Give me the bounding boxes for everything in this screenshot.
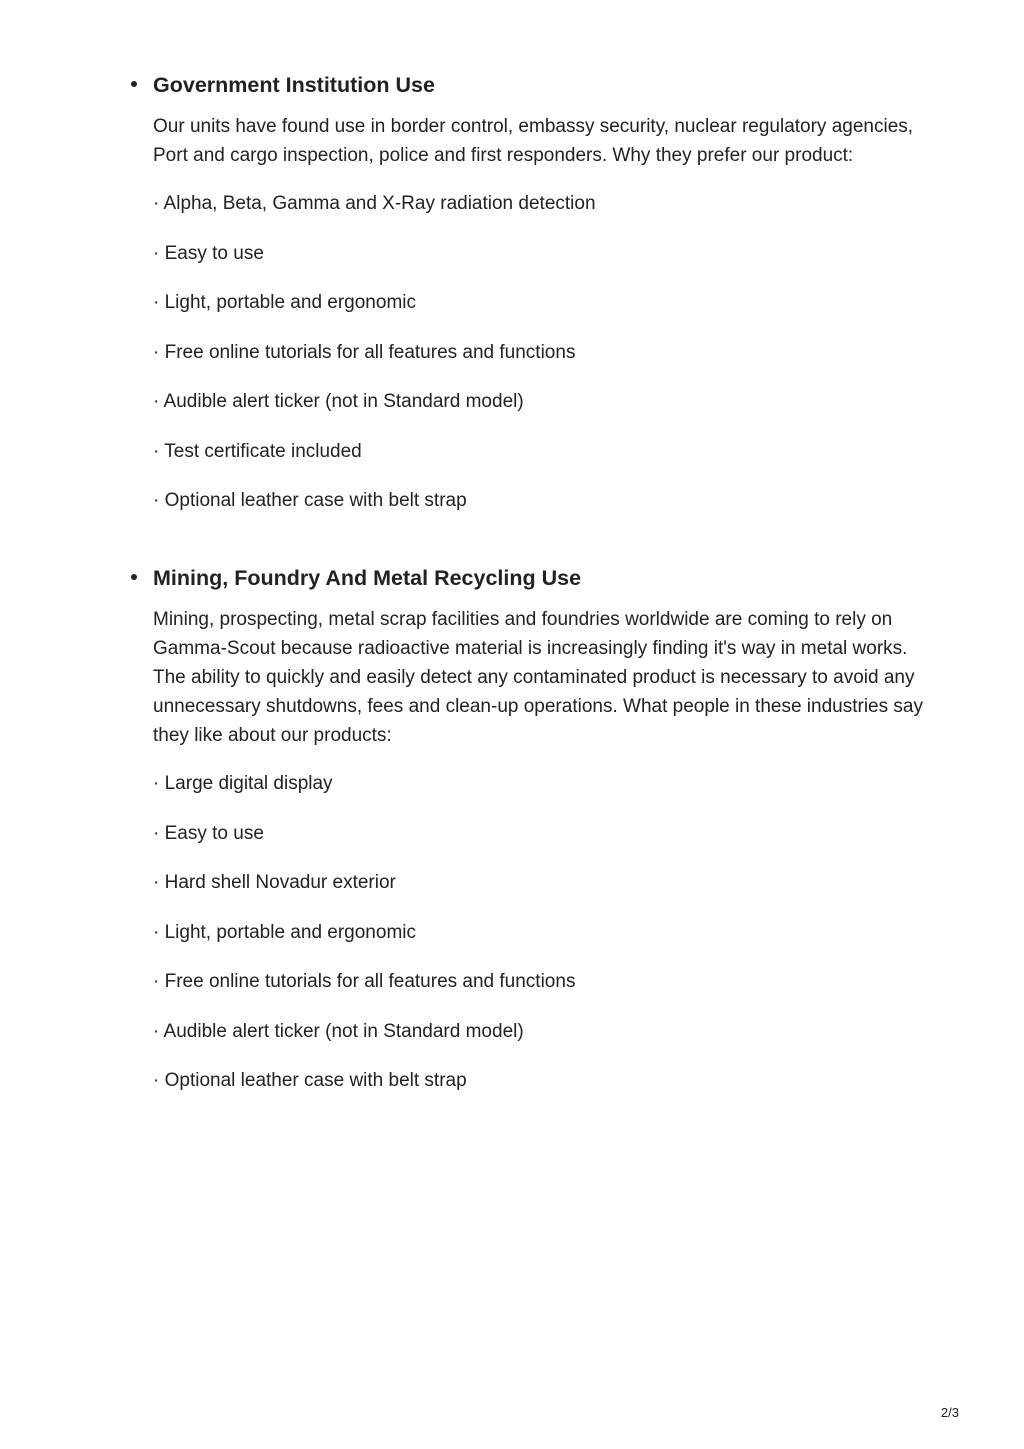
section-government-institution-use [153,72,933,513]
feature-item: · Hard shell Novadur exterior [153,872,396,893]
feature-item: · Light, portable and ergonomic [153,921,416,943]
feature-item: · Audible alert ticker (not in Standard model) [153,391,524,412]
feature-item: · Audible alert ticker (not in Standard model) [153,1020,524,1042]
feature-item: · Free online tutorials for all features and functions [153,971,576,992]
feature-list [153,772,933,1093]
section-mining-foundry-metal-recycling-use [153,565,933,1093]
section-heading: Mining, Foundry And Metal Recycling Use [153,566,582,590]
feature-item: · Easy to use [153,822,264,844]
section-intro: Our units have found use in border control, embassy security, nuclear regulatory agencies, Port and cargo inspection, police and first responders. Why they prefer our product: [153,116,914,166]
feature-item: · Optional leather case with belt strap [153,1070,467,1091]
bullet-icon [131,574,137,580]
feature-item: · Alpha, Beta, Gamma and X-Ray radiation detection [153,193,596,214]
section-intro: Mining, prospecting, metal scrap facilities and foundries worldwide are coming to rely on Gamma-Scout because radioactive material is increasingly finding it's way in metal works. The ability to quickly and easily detect any contaminated product is necessary to avoid any unnecessary shutdowns, fees and clean-up operations. What people in these industries say they like about our products: [153,609,923,746]
feature-list [153,192,933,513]
feature-item: · Test certificate included [153,440,362,462]
feature-item: · Free online tutorials for all features and functions [153,341,576,363]
page-number: 2/3 [940,1405,959,1420]
feature-item: · Optional leather case with belt strap [153,490,467,511]
section-heading: Government Institution Use [153,73,435,97]
bullet-icon [131,81,137,87]
feature-item: · Large digital display [153,773,333,794]
feature-item: · Light, portable and ergonomic [153,292,416,313]
feature-item: · Easy to use [153,242,264,264]
